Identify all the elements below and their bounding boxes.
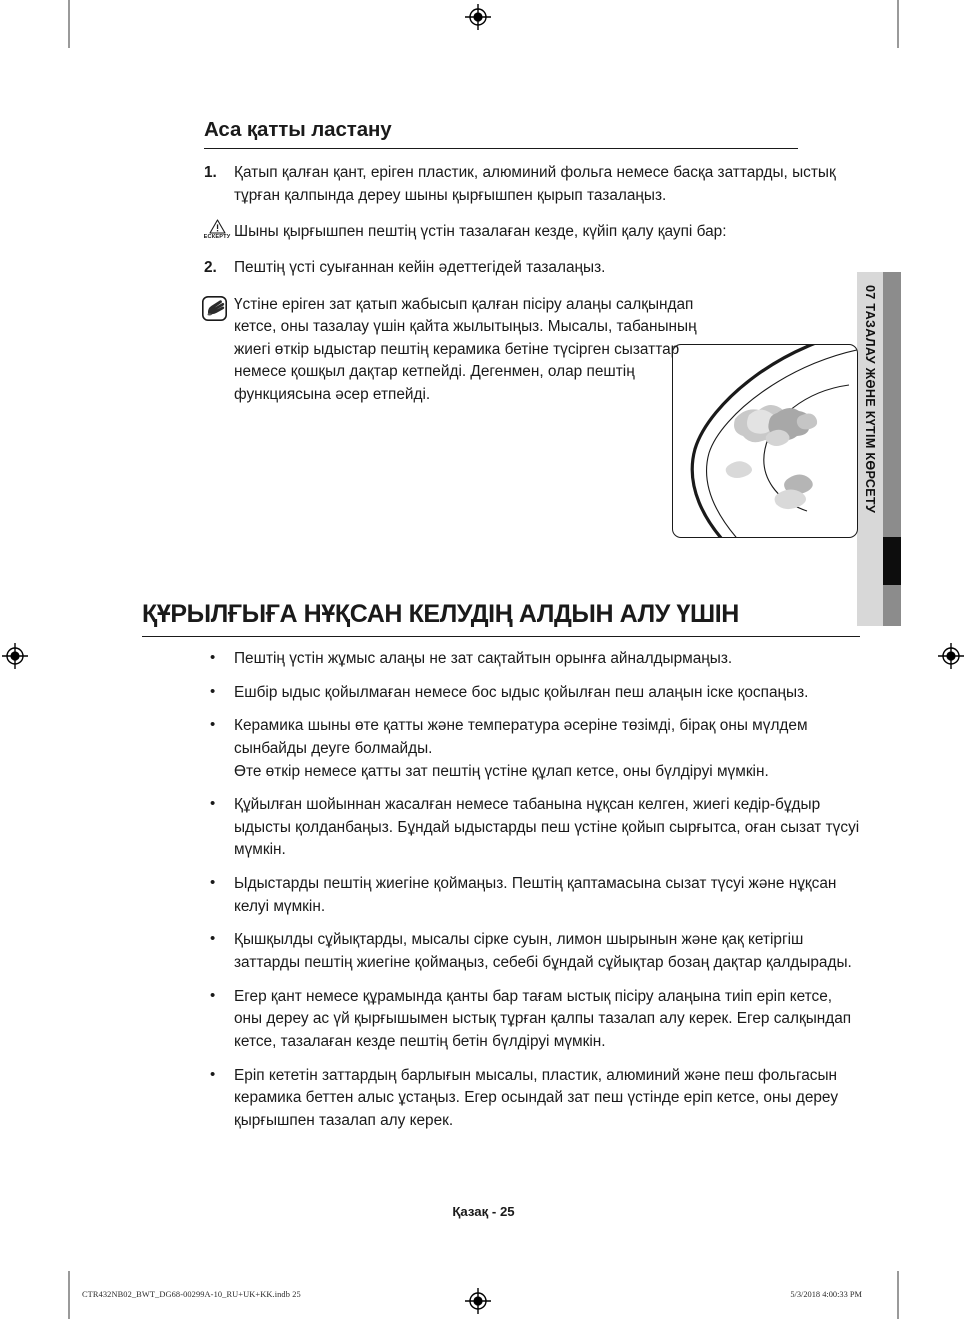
numbered-steps-list xyxy=(142,162,860,207)
warning-label: ЕСКЕРТУ xyxy=(203,234,231,241)
list-item xyxy=(142,257,860,280)
bullet-text: Ешбір ыдыс қойылмаған немесе бос ыдыс қойылған пеш алаңын іске қоспаңыз. xyxy=(234,683,809,701)
page-content xyxy=(142,118,860,407)
page-number: Қазақ - 25 xyxy=(452,1204,515,1219)
note-hand-icon xyxy=(202,296,227,321)
page-title: Аса қатты ластану xyxy=(204,118,798,149)
bullet-dot-icon: • xyxy=(210,874,216,892)
list-item xyxy=(142,715,860,783)
warning-triangle-icon xyxy=(200,219,234,241)
bullet-text: Ыдыстарды пештің жиегіне қоймаңыз. Пештің қаптамасына сызат түсуі және нұқсан келуі мүмкін. xyxy=(234,875,837,915)
list-item xyxy=(142,1065,860,1133)
note-text: Үстіне еріген зат қатып жабысып қалған пісіру алаңы салқындап кетсе, оны тазалау үшін қайта жылытыңыз. Мысалы, табанының жиегі өткір ыдыстар пештің керамика бетіне түсірген сызаттар немесе қошқыл дақтар кетпейді. Дегенмен, олар пештің функциясына әсер етпейді. xyxy=(234,295,697,404)
list-item xyxy=(142,162,860,207)
side-tab-chapter-marker xyxy=(883,537,901,585)
bullet-dot-icon: • xyxy=(210,795,216,813)
section-heading: ҚҰРЫЛҒЫҒА НҰҚСАН КЕЛУДІҢ АЛДЫН АЛУ ҮШІН xyxy=(142,600,860,637)
bullet-subtext: Өте өткір немесе қатты зат пештің үстіне құлап кетсе, оны бүлдіруі мүмкін. xyxy=(234,762,769,780)
list-item xyxy=(142,794,860,862)
list-item xyxy=(142,682,860,705)
bullet-dot-icon: • xyxy=(210,930,216,948)
warning-text: Шыны қырғышпен пештің үстін тазалаған кезде, күйіп қалу қаупі бар: xyxy=(234,223,727,241)
bullet-dot-icon: • xyxy=(210,986,216,1004)
bullet-text: Құйылған шойыннан жасалған немесе табанына нұқсан келген, жиегі кедір-бұдыр ыдысты қолданбаңыз. Бұндай ыдыстарды пеш үстіне қойып сырғытса, оған сызат түсуі мүмкін. xyxy=(234,796,860,859)
step-number: 1. xyxy=(204,164,217,181)
list-item xyxy=(142,929,860,974)
bullet-text: Пештің үстін жұмыс алаңы не зат сақтайтын орынға айналдырмаңыз. xyxy=(234,650,733,667)
bullet-text: Еріп кететін заттардың барлығын мысалы, пластик, алюминий және пеш фольгасын керамика беттен алыс ұстаңыз. Егер осындай зат пеш үстінде еріп кетсе, оны дереу қырғышпен тазалап алу керек. xyxy=(234,1066,839,1129)
step-text: Қатып қалған қант, еріген пластик, алюминий фольга немесе басқа заттарды, ыстық тұрған қалпында дереу шыны қырғышпен қырып тазалаңыз. xyxy=(234,164,836,204)
numbered-steps-list-continued xyxy=(142,257,860,280)
footer-timestamp: 5/3/2018 4:00:33 PM xyxy=(790,1290,862,1299)
bullet-text: Керамика шыны өте қатты және температура әсеріне төзімді, бірақ оны мүлдем сынбайды деуге болмайды. xyxy=(234,717,808,757)
note-callout xyxy=(142,294,704,407)
bullet-text: Егер қант немесе құрамында қанты бар тағам ыстық пісіру алаңына тиіп еріп кетсе, оны дереу ас үй қырғышымен ыстық тұрған қалпы тазалап алу керек. Егер салқындап кетсе, тазалаған кезде пештің бетін бүлдіруі мүмкін. xyxy=(234,987,852,1050)
list-item xyxy=(142,873,860,918)
bullet-text: Қышқылды сұйықтарды, мысалы сірке суын, лимон шырынын және қақ кетіргіш заттарды пештің жиегіне қоймаңыз, себебі бұндай сұйықтар бозаң дақтар қалдырады. xyxy=(234,931,852,972)
warning-callout xyxy=(142,221,860,244)
step-number: 2. xyxy=(204,258,217,276)
bullet-dot-icon: • xyxy=(210,1065,216,1083)
list-item xyxy=(142,986,860,1054)
bullet-dot-icon: • xyxy=(210,682,216,700)
footer-file-name: CTR432NB02_BWT_DG68-00299A-10_RU+UK+KK.indb 25 xyxy=(82,1290,301,1299)
step-text: Пештің үсті суығаннан кейін әдеттегідей тазалаңыз. xyxy=(234,258,606,276)
side-tab-label: 07 ТАЗАЛАУ ЖӘНЕ КҮТІМ КӨРСЕТУ xyxy=(863,285,877,514)
list-item xyxy=(142,648,860,671)
prevention-bullet-list xyxy=(142,648,860,1133)
bullet-dot-icon: • xyxy=(210,649,216,666)
bullet-dot-icon: • xyxy=(210,716,216,734)
chapter-side-tab xyxy=(857,272,901,626)
prevention-section xyxy=(142,600,860,1133)
